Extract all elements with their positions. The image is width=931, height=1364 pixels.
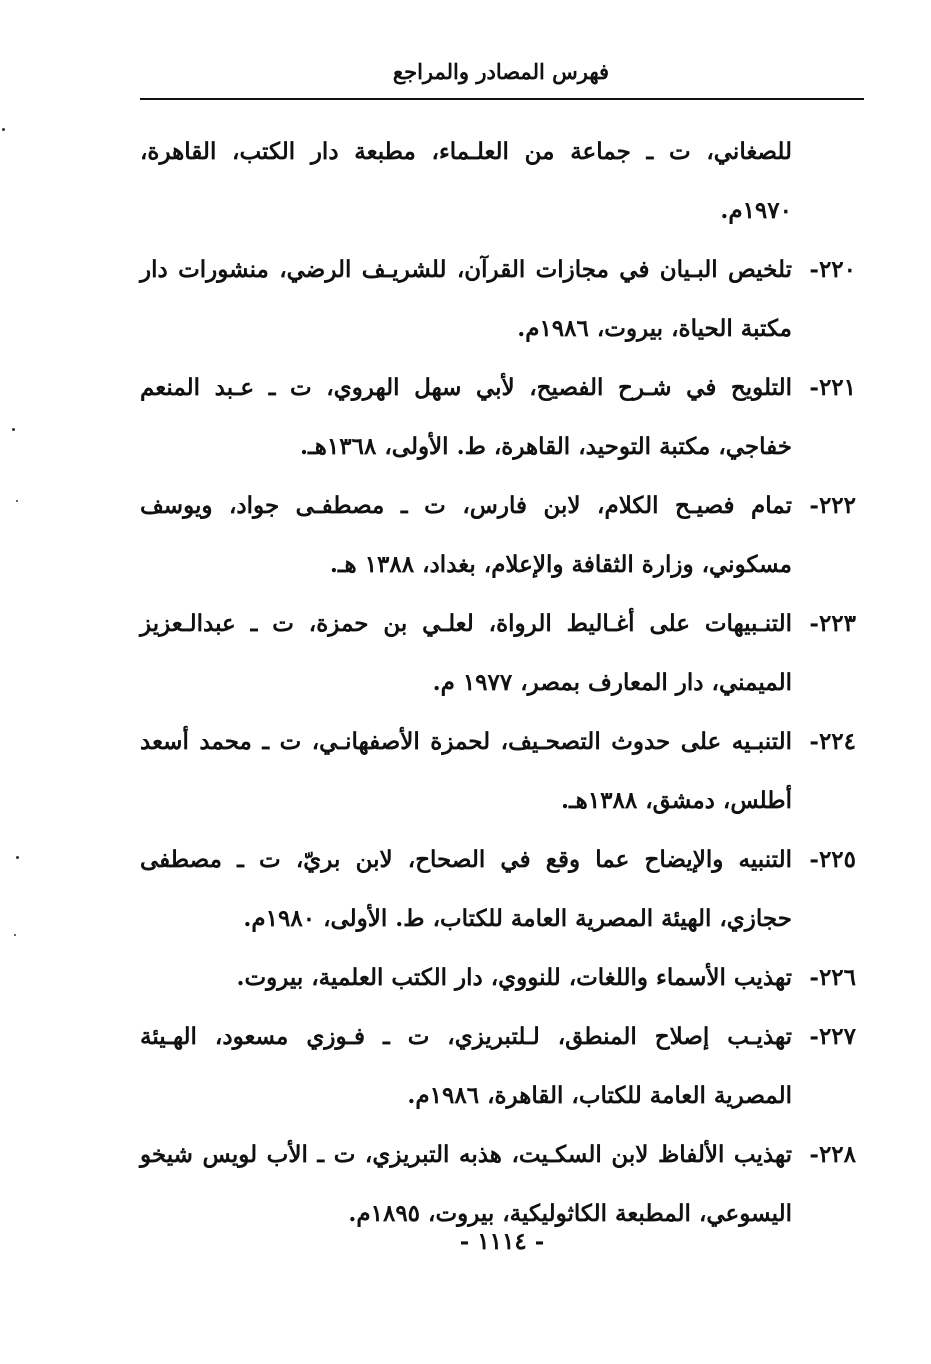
entry-text: تهذيب الأسماء واللغات، للنووي، دار الكتب العلمية، بيروت. [236, 964, 792, 991]
scan-speck [16, 856, 19, 859]
bibliography-entry [140, 358, 856, 476]
scan-speck [14, 934, 16, 936]
entry-text: التنـبيهات على أغـاليط الرواة، لعلـي بن حمزة، ت ـ عبدالـعزيز الميمني، دار المعارف بمصر، ١٩٧٧ م. [140, 610, 793, 696]
entry-number: ٢٢٨- [809, 1141, 856, 1168]
entry-text: تلخيص البـيان في مجازات القرآن، للشريـف الرضي، منشورات دار مكتبة الحياة، بيروت، ١٩٨٦م. [140, 256, 792, 342]
bibliography-list [140, 122, 856, 1243]
scan-speck [16, 500, 18, 502]
entry-text: التلويح في شـرح الفصيح، لأبي سهل الهروي، ت ـ عـبد المنعم خفاجي، مكتبة التوحيد، القاهرة، ط. الأولى، ١٣٦٨هـ. [140, 374, 792, 460]
entry-number: ٢٢٣- [809, 610, 856, 637]
entry-text: تمام فصيـح الكلام، لابن فارس، ت ـ مصطفـى جواد، ويوسف مسكوني، وزارة الثقافة والإعلام، بغداد، ١٣٨٨ هـ. [140, 492, 792, 578]
page-number: - ١١١٤ - [459, 1228, 545, 1255]
entry-number: ٢٢٤- [809, 728, 856, 755]
bibliography-entry [140, 1007, 856, 1125]
entry-number: ٢٢٦- [809, 964, 856, 991]
entry-number: ٢٢٥- [809, 846, 856, 873]
bibliography-entry [140, 476, 856, 594]
entry-text: تهذيب الألفاظ لابن السكـيت، هذبه التبريزي، ت ـ الأب لويس شيخو اليسوعي، المطبعة الكاثوليكية، بيروت، ١٨٩٥م. [140, 1141, 792, 1227]
bibliography-entry [140, 712, 856, 830]
entry-text: التنبـيه على حدوث التصحـيف، لحمزة الأصفهانـي، ت ـ محمد أسعد أطلس، دمشق، ١٣٨٨هـ. [140, 728, 792, 814]
entry-number: ٢٢٠- [809, 256, 856, 283]
scan-speck [12, 428, 15, 431]
header-rule [140, 98, 864, 100]
entry-text: للصغاني، ت ـ جماعة من العلـماء، مطبعة دار الكتب، القاهرة، ١٩٧٠م. [140, 138, 792, 224]
entry-number: ٢٢٢- [809, 492, 856, 519]
running-header: فهرس المصادر والمراجع [392, 59, 610, 84]
entry-number: ٢٢٧- [809, 1023, 856, 1050]
bibliography-entry [140, 122, 856, 240]
bibliography-entry [140, 240, 856, 358]
bibliography-entry [140, 830, 856, 948]
entry-text: تهذيـب إصلاح المنطق، لـلتبريزي، ت ـ فـوزي مسعود، الهـيئة المصرية العامة للكتاب، القاهرة، ١٩٨٦م. [140, 1023, 792, 1109]
bibliography-entry [140, 948, 856, 1007]
scan-speck [2, 128, 5, 131]
bibliography-entry [140, 594, 856, 712]
entry-number: ٢٢١- [809, 374, 856, 401]
entry-text: التنبيه والإيضاح عما وقع في الصحاح، لابن بريّ، ت ـ مصطفى حجازي، الهيئة المصرية العامة للكتاب، ط. الأولى، ١٩٨٠م. [140, 846, 792, 932]
